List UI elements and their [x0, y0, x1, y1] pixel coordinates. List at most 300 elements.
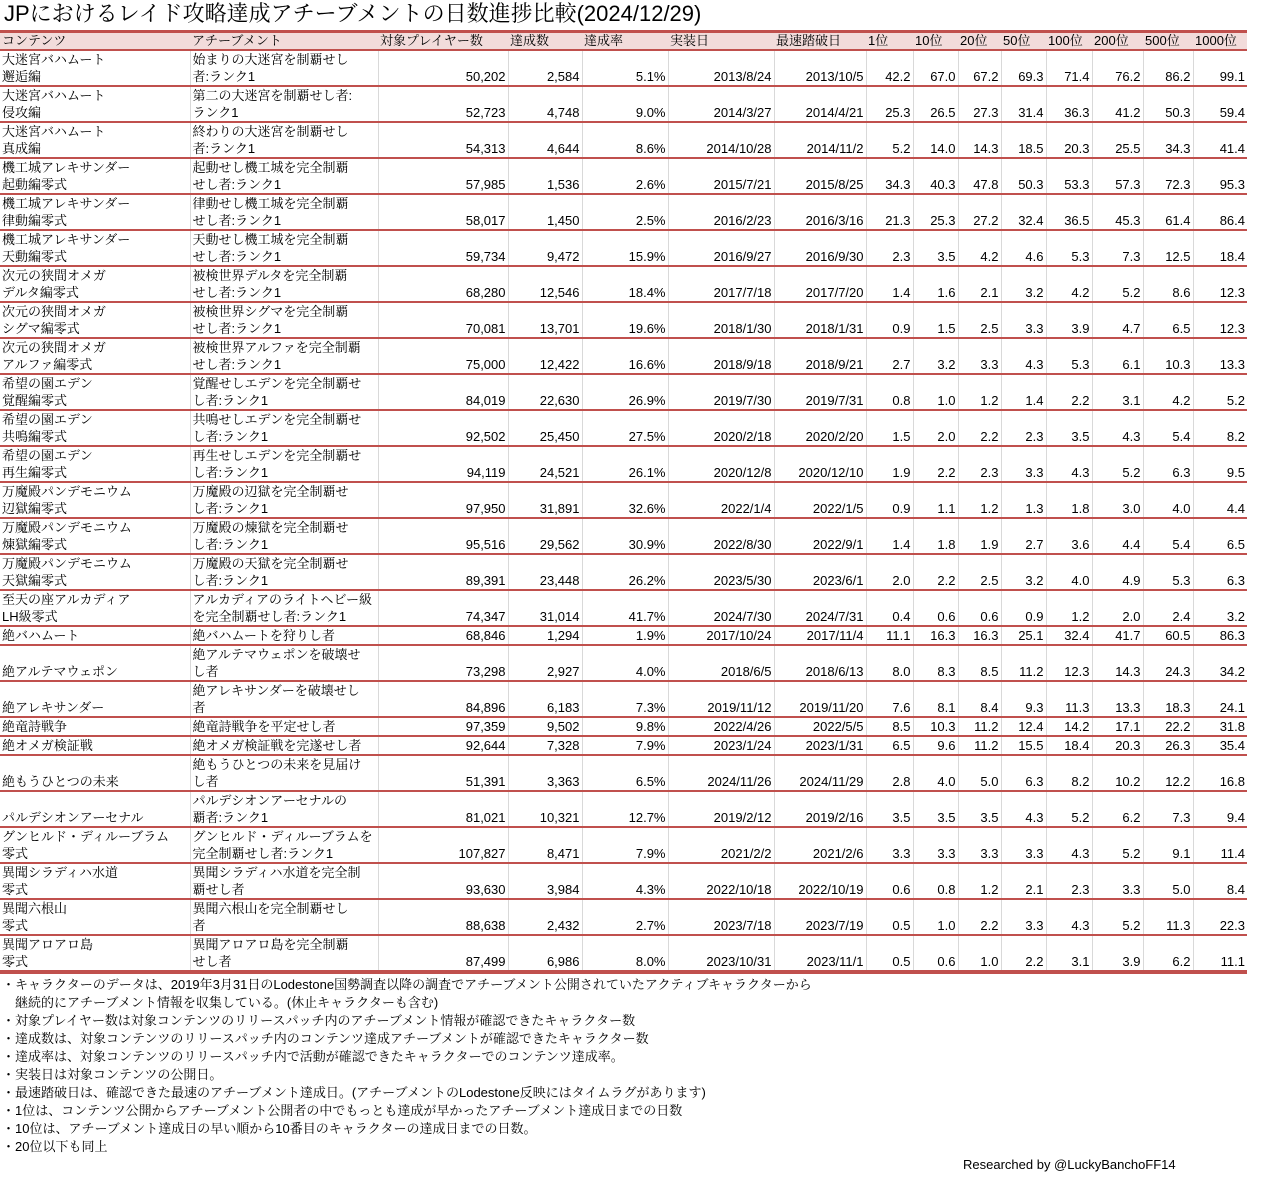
value-cell: 6.3 — [1193, 554, 1247, 590]
value-cell: 2.7 — [866, 338, 913, 374]
value-cell: 4.0 — [913, 755, 958, 791]
value-cell: 93,630 — [378, 863, 508, 899]
value-cell: 2017/7/20 — [774, 266, 866, 302]
value-cell: 17.1 — [1092, 717, 1143, 736]
column-header: アチーブメント — [190, 33, 378, 50]
value-cell: 29,562 — [508, 518, 582, 554]
value-cell: 4.2 — [958, 230, 1001, 266]
value-cell: 2018/9/18 — [668, 338, 774, 374]
value-cell: 3.0 — [1092, 482, 1143, 518]
table-row — [0, 518, 1247, 554]
value-cell: 95,516 — [378, 518, 508, 554]
table-row — [0, 626, 1247, 645]
value-cell: 0.6 — [913, 935, 958, 972]
footnote-line: ・10位は、アチーブメント達成日の早い順から10番目のキャラクターの達成日までの日数。 — [2, 1121, 537, 1136]
value-cell: 4.3 — [1001, 791, 1046, 827]
table-row — [0, 645, 1247, 681]
value-cell: 14.3 — [1092, 645, 1143, 681]
value-cell: 11.2 — [958, 717, 1001, 736]
value-cell: 6.5 — [1143, 302, 1193, 338]
value-cell: 2017/7/18 — [668, 266, 774, 302]
value-cell: 3.6 — [1046, 518, 1092, 554]
value-cell: 6,986 — [508, 935, 582, 972]
content-cell: 大迷宮バハムート 真成編 — [0, 122, 190, 158]
value-cell: 2022/8/30 — [668, 518, 774, 554]
footnote-line: ・最速踏破日は、確認できた最速のアチーブメント達成日。(アチーブメントのLodestone反映にはタイムラグがあります) — [2, 1085, 706, 1100]
achievement-cell: 再生せしエデンを完全制覇せ し者:ランク1 — [190, 446, 378, 482]
achievement-cell: 被検世界デルタを完全制覇 せし者:ランク1 — [190, 266, 378, 302]
value-cell: 0.9 — [866, 302, 913, 338]
value-cell: 1.1 — [913, 482, 958, 518]
value-cell: 2.0 — [866, 554, 913, 590]
value-cell: 27.5% — [582, 410, 668, 446]
value-cell: 68,846 — [378, 626, 508, 645]
value-cell: 2021/2/6 — [774, 827, 866, 863]
value-cell: 7.3 — [1143, 791, 1193, 827]
value-cell: 74,347 — [378, 590, 508, 626]
column-header: 500位 — [1143, 33, 1193, 50]
value-cell: 3.3 — [1001, 302, 1046, 338]
value-cell: 5.3 — [1046, 338, 1092, 374]
achievement-cell: 異聞アロアロ島を完全制覇 せし者 — [190, 935, 378, 972]
value-cell: 25.1 — [1001, 626, 1046, 645]
achievement-cell: アルカディアのライトヘビー級 を完全制覇せし者:ランク1 — [190, 590, 378, 626]
raid-progress-table — [0, 33, 1247, 974]
achievement-cell: 被検世界シグマを完全制覇 せし者:ランク1 — [190, 302, 378, 338]
value-cell: 22.2 — [1143, 717, 1193, 736]
value-cell: 18.3 — [1143, 681, 1193, 717]
column-header: 達成率 — [582, 33, 668, 50]
table-row — [0, 410, 1247, 446]
achievement-cell: 始まりの大迷宮を制覇せし 者:ランク1 — [190, 50, 378, 86]
footnote-line: 継続的にアチーブメント情報を収集している。(休止キャラクターも含む) — [2, 995, 439, 1010]
value-cell: 1.9 — [866, 446, 913, 482]
value-cell: 3.2 — [913, 338, 958, 374]
value-cell: 3.2 — [1001, 554, 1046, 590]
value-cell: 6.2 — [1143, 935, 1193, 972]
content-cell: 大迷宮バハムート 邂逅編 — [0, 50, 190, 86]
value-cell: 7.6 — [866, 681, 913, 717]
table-row — [0, 681, 1247, 717]
value-cell: 16.3 — [913, 626, 958, 645]
value-cell: 4.6 — [1001, 230, 1046, 266]
value-cell: 50,202 — [378, 50, 508, 86]
content-cell: 次元の狭間オメガ アルファ編零式 — [0, 338, 190, 374]
value-cell: 2016/9/27 — [668, 230, 774, 266]
value-cell: 4.3 — [1046, 827, 1092, 863]
achievement-cell: 絶アルテマウェポンを破壊せ し者 — [190, 645, 378, 681]
value-cell: 3.1 — [1046, 935, 1092, 972]
value-cell: 12.3 — [1046, 645, 1092, 681]
value-cell: 2.2 — [913, 554, 958, 590]
value-cell: 2014/4/21 — [774, 86, 866, 122]
content-cell: 異聞六根山 零式 — [0, 899, 190, 935]
value-cell: 5.4 — [1143, 410, 1193, 446]
value-cell: 41.7% — [582, 590, 668, 626]
value-cell: 34.3 — [1143, 122, 1193, 158]
value-cell: 2022/10/19 — [774, 863, 866, 899]
value-cell: 2014/11/2 — [774, 122, 866, 158]
value-cell: 31.4 — [1001, 86, 1046, 122]
value-cell: 11.1 — [1193, 935, 1247, 972]
column-header: 50位 — [1001, 33, 1046, 50]
value-cell: 6,183 — [508, 681, 582, 717]
credit-text: Researched by @LuckyBanchoFF14 — [963, 1157, 1176, 1172]
value-cell: 2022/9/1 — [774, 518, 866, 554]
value-cell: 4.2 — [1143, 374, 1193, 410]
table-row — [0, 374, 1247, 410]
value-cell: 50.3 — [1143, 86, 1193, 122]
value-cell: 0.8 — [913, 863, 958, 899]
footnote-line: ・達成数は、対象コンテンツのリリースパッチ内のコンテンツ達成アチーブメントが確認できたキャラクター数 — [2, 1031, 649, 1046]
achievement-cell: 万魔殿の辺獄を完全制覇せ し者:ランク1 — [190, 482, 378, 518]
value-cell: 11.4 — [1193, 827, 1247, 863]
value-cell: 13.3 — [1092, 681, 1143, 717]
content-cell: 万魔殿パンデモニウム 煉獄編零式 — [0, 518, 190, 554]
table-row — [0, 863, 1247, 899]
value-cell: 5.4 — [1143, 518, 1193, 554]
value-cell: 1,294 — [508, 626, 582, 645]
value-cell: 2024/11/29 — [774, 755, 866, 791]
value-cell: 6.3 — [1001, 755, 1046, 791]
value-cell: 9,502 — [508, 717, 582, 736]
value-cell: 94,119 — [378, 446, 508, 482]
value-cell: 6.1 — [1092, 338, 1143, 374]
achievement-cell: 絶もうひとつの未来を見届け し者 — [190, 755, 378, 791]
value-cell: 5.2 — [1092, 266, 1143, 302]
achievement-cell: 絶オメガ検証戦を完遂せし者 — [190, 736, 378, 755]
value-cell: 4.7 — [1092, 302, 1143, 338]
value-cell: 26.1% — [582, 446, 668, 482]
table-row — [0, 554, 1247, 590]
value-cell: 4.3 — [1046, 899, 1092, 935]
value-cell: 24,521 — [508, 446, 582, 482]
value-cell: 86.3 — [1193, 626, 1247, 645]
value-cell: 2018/9/21 — [774, 338, 866, 374]
value-cell: 2019/11/12 — [668, 681, 774, 717]
value-cell: 5.2 — [1092, 827, 1143, 863]
value-cell: 4.3 — [1092, 410, 1143, 446]
content-cell: 絶もうひとつの未来 — [0, 755, 190, 791]
value-cell: 3,363 — [508, 755, 582, 791]
value-cell: 22,630 — [508, 374, 582, 410]
value-cell: 69.3 — [1001, 50, 1046, 86]
value-cell: 2018/1/31 — [774, 302, 866, 338]
value-cell: 3.3 — [958, 338, 1001, 374]
value-cell: 15.9% — [582, 230, 668, 266]
table-row — [0, 230, 1247, 266]
value-cell: 1.6 — [913, 266, 958, 302]
value-cell: 2.3 — [958, 446, 1001, 482]
value-cell: 12.2 — [1143, 755, 1193, 791]
value-cell: 6.5 — [866, 736, 913, 755]
table-row — [0, 590, 1247, 626]
value-cell: 8.4 — [1193, 863, 1247, 899]
content-cell: 万魔殿パンデモニウム 天獄編零式 — [0, 554, 190, 590]
value-cell: 3.5 — [1046, 410, 1092, 446]
value-cell: 24.3 — [1143, 645, 1193, 681]
value-cell: 18.4 — [1046, 736, 1092, 755]
achievement-cell: 異聞シラディハ水道を完全制 覇せし者 — [190, 863, 378, 899]
value-cell: 2024/7/31 — [774, 590, 866, 626]
value-cell: 25.5 — [1092, 122, 1143, 158]
value-cell: 57,985 — [378, 158, 508, 194]
value-cell: 4.0 — [1046, 554, 1092, 590]
value-cell: 30.9% — [582, 518, 668, 554]
value-cell: 2022/5/5 — [774, 717, 866, 736]
value-cell: 13,701 — [508, 302, 582, 338]
value-cell: 18.5 — [1001, 122, 1046, 158]
value-cell: 3.9 — [1092, 935, 1143, 972]
value-cell: 27.2 — [958, 194, 1001, 230]
value-cell: 8,471 — [508, 827, 582, 863]
value-cell: 8.1 — [913, 681, 958, 717]
value-cell: 2020/12/10 — [774, 446, 866, 482]
page-title: JPにおけるレイド攻略達成アチーブメントの日数進捗比較(2024/12/29) — [4, 1, 702, 26]
value-cell: 9.8% — [582, 717, 668, 736]
value-cell: 2023/6/1 — [774, 554, 866, 590]
value-cell: 7.3% — [582, 681, 668, 717]
column-header: 200位 — [1092, 33, 1143, 50]
value-cell: 87,499 — [378, 935, 508, 972]
value-cell: 2020/12/8 — [668, 446, 774, 482]
value-cell: 2023/10/31 — [668, 935, 774, 972]
value-cell: 5.0 — [1143, 863, 1193, 899]
value-cell: 35.4 — [1193, 736, 1247, 755]
value-cell: 2019/7/30 — [668, 374, 774, 410]
content-cell: 絶バハムート — [0, 626, 190, 645]
value-cell: 2.2 — [958, 899, 1001, 935]
value-cell: 99.1 — [1193, 50, 1247, 86]
table-row — [0, 338, 1247, 374]
table-row — [0, 717, 1247, 736]
value-cell: 84,019 — [378, 374, 508, 410]
value-cell: 2.2 — [958, 410, 1001, 446]
value-cell: 9.1 — [1143, 827, 1193, 863]
value-cell: 1.8 — [913, 518, 958, 554]
value-cell: 2023/1/31 — [774, 736, 866, 755]
value-cell: 75,000 — [378, 338, 508, 374]
value-cell: 5.3 — [1046, 230, 1092, 266]
value-cell: 6.5 — [1193, 518, 1247, 554]
value-cell: 4.3 — [1046, 446, 1092, 482]
content-cell: 万魔殿パンデモニウム 辺獄編零式 — [0, 482, 190, 518]
footnote-line: ・1位は、コンテンツ公開からアチーブメント公開者の中でもっとも達成が早かったアチーブメント達成日までの日数 — [2, 1103, 683, 1118]
value-cell: 11.3 — [1143, 899, 1193, 935]
value-cell: 57.3 — [1092, 158, 1143, 194]
value-cell: 2024/11/26 — [668, 755, 774, 791]
value-cell: 2.1 — [1001, 863, 1046, 899]
column-header: 対象プレイヤー数 — [378, 33, 508, 50]
column-header: 20位 — [958, 33, 1001, 50]
table-row — [0, 158, 1247, 194]
value-cell: 24.1 — [1193, 681, 1247, 717]
value-cell: 53.3 — [1046, 158, 1092, 194]
value-cell: 8.0% — [582, 935, 668, 972]
value-cell: 2018/6/13 — [774, 645, 866, 681]
value-cell: 88,638 — [378, 899, 508, 935]
table-header-row — [0, 33, 1247, 50]
value-cell: 19.6% — [582, 302, 668, 338]
value-cell: 14.0 — [913, 122, 958, 158]
value-cell: 31,014 — [508, 590, 582, 626]
achievement-cell: 律動せし機工城を完全制覇 せし者:ランク1 — [190, 194, 378, 230]
value-cell: 4.3 — [1001, 338, 1046, 374]
value-cell: 2022/1/4 — [668, 482, 774, 518]
value-cell: 3.3 — [958, 827, 1001, 863]
value-cell: 81,021 — [378, 791, 508, 827]
value-cell: 41.2 — [1092, 86, 1143, 122]
value-cell: 6.5% — [582, 755, 668, 791]
table-row — [0, 935, 1247, 972]
value-cell: 2.3 — [1046, 863, 1092, 899]
value-cell: 2024/7/30 — [668, 590, 774, 626]
table-row — [0, 122, 1247, 158]
value-cell: 8.2 — [1193, 410, 1247, 446]
value-cell: 3.3 — [1001, 827, 1046, 863]
value-cell: 8.5 — [958, 645, 1001, 681]
value-cell: 51,391 — [378, 755, 508, 791]
value-cell: 9.0% — [582, 86, 668, 122]
value-cell: 1.5 — [866, 410, 913, 446]
value-cell: 41.7 — [1092, 626, 1143, 645]
content-cell: 異聞シラディハ水道 零式 — [0, 863, 190, 899]
value-cell: 5.2 — [1092, 446, 1143, 482]
value-cell: 2,584 — [508, 50, 582, 86]
column-header: 100位 — [1046, 33, 1092, 50]
value-cell: 2018/6/5 — [668, 645, 774, 681]
value-cell: 34.2 — [1193, 645, 1247, 681]
value-cell: 2.2 — [1001, 935, 1046, 972]
value-cell: 2.0 — [1092, 590, 1143, 626]
value-cell: 58,017 — [378, 194, 508, 230]
table-row — [0, 827, 1247, 863]
content-cell: 希望の園エデン 覚醒編零式 — [0, 374, 190, 410]
column-header: 最速踏破日 — [774, 33, 866, 50]
value-cell: 2014/3/27 — [668, 86, 774, 122]
achievement-cell: 被検世界アルファを完全制覇 せし者:ランク1 — [190, 338, 378, 374]
achievement-cell: 第二の大迷宮を制覇せし者: ランク1 — [190, 86, 378, 122]
value-cell: 16.6% — [582, 338, 668, 374]
content-cell: 異聞アロアロ島 零式 — [0, 935, 190, 972]
value-cell: 4.2 — [1046, 266, 1092, 302]
value-cell: 27.3 — [958, 86, 1001, 122]
achievement-cell: 万魔殿の煉獄を完全制覇せ し者:ランク1 — [190, 518, 378, 554]
value-cell: 1.4 — [1001, 374, 1046, 410]
value-cell: 13.3 — [1193, 338, 1247, 374]
value-cell: 2016/9/30 — [774, 230, 866, 266]
table-row — [0, 791, 1247, 827]
value-cell: 18.4 — [1193, 230, 1247, 266]
value-cell: 1.8 — [1046, 482, 1092, 518]
value-cell: 9.5 — [1193, 446, 1247, 482]
value-cell: 16.3 — [958, 626, 1001, 645]
content-cell: 機工城アレキサンダー 起動編零式 — [0, 158, 190, 194]
value-cell: 8.3 — [913, 645, 958, 681]
value-cell: 3.9 — [1046, 302, 1092, 338]
value-cell: 2019/2/12 — [668, 791, 774, 827]
value-cell: 0.4 — [866, 590, 913, 626]
content-cell: 次元の狭間オメガ シグマ編零式 — [0, 302, 190, 338]
value-cell: 2017/10/24 — [668, 626, 774, 645]
value-cell: 32.4 — [1001, 194, 1046, 230]
value-cell: 2.0 — [913, 410, 958, 446]
value-cell: 54,313 — [378, 122, 508, 158]
value-cell: 18.4% — [582, 266, 668, 302]
value-cell: 2018/1/30 — [668, 302, 774, 338]
value-cell: 23,448 — [508, 554, 582, 590]
value-cell: 2.1 — [958, 266, 1001, 302]
value-cell: 20.3 — [1046, 122, 1092, 158]
footnote-line: ・達成率は、対象コンテンツのリリースパッチ内で活動が確認できたキャラクターでのコンテンツ達成率。 — [2, 1049, 624, 1064]
table-row — [0, 86, 1247, 122]
achievement-cell: 絶アレキサンダーを破壊せし 者 — [190, 681, 378, 717]
value-cell: 10.3 — [1143, 338, 1193, 374]
value-cell: 3.2 — [1193, 590, 1247, 626]
value-cell: 86.2 — [1143, 50, 1193, 86]
value-cell: 67.0 — [913, 50, 958, 86]
footnotes — [0, 976, 1262, 1156]
value-cell: 3.1 — [1092, 374, 1143, 410]
value-cell: 32.6% — [582, 482, 668, 518]
value-cell: 14.2 — [1046, 717, 1092, 736]
value-cell: 0.8 — [866, 374, 913, 410]
value-cell: 42.2 — [866, 50, 913, 86]
value-cell: 68,280 — [378, 266, 508, 302]
footnote-line: ・対象プレイヤー数は対象コンテンツのリリースパッチ内のアチーブメント情報が確認できたキャラクター数 — [2, 1013, 636, 1028]
value-cell: 0.5 — [866, 935, 913, 972]
table-row — [0, 302, 1247, 338]
column-header: 1位 — [866, 33, 913, 50]
value-cell: 1.4 — [866, 266, 913, 302]
value-cell: 5.0 — [958, 755, 1001, 791]
value-cell: 6.2 — [1092, 791, 1143, 827]
value-cell: 2019/7/31 — [774, 374, 866, 410]
value-cell: 2022/1/5 — [774, 482, 866, 518]
value-cell: 31,891 — [508, 482, 582, 518]
value-cell: 12.3 — [1193, 266, 1247, 302]
content-cell: 至天の座アルカディア LH級零式 — [0, 590, 190, 626]
value-cell: 4.4 — [1193, 482, 1247, 518]
value-cell: 70,081 — [378, 302, 508, 338]
value-cell: 9.4 — [1193, 791, 1247, 827]
value-cell: 36.5 — [1046, 194, 1092, 230]
value-cell: 26.9% — [582, 374, 668, 410]
value-cell: 10.3 — [913, 717, 958, 736]
value-cell: 95.3 — [1193, 158, 1247, 194]
value-cell: 3.2 — [1001, 266, 1046, 302]
value-cell: 4.0% — [582, 645, 668, 681]
value-cell: 1.2 — [958, 482, 1001, 518]
value-cell: 0.6 — [913, 590, 958, 626]
value-cell: 2013/8/24 — [668, 50, 774, 86]
value-cell: 2,432 — [508, 899, 582, 935]
achievement-cell: 絶竜詩戦争を平定せし者 — [190, 717, 378, 736]
value-cell: 107,827 — [378, 827, 508, 863]
value-cell: 12.7% — [582, 791, 668, 827]
value-cell: 2.3 — [1001, 410, 1046, 446]
value-cell: 92,502 — [378, 410, 508, 446]
value-cell: 32.4 — [1046, 626, 1092, 645]
value-cell: 2020/2/18 — [668, 410, 774, 446]
value-cell: 2014/10/28 — [668, 122, 774, 158]
achievement-cell: グンヒルド・ディルーブラムを 完全制覇せし者:ランク1 — [190, 827, 378, 863]
value-cell: 11.2 — [958, 736, 1001, 755]
footnote-line: ・キャラクターのデータは、2019年3月31日のLodestone国勢調査以降の調査でアチーブメント公開されていたアクティブキャラクターから — [2, 977, 812, 992]
value-cell: 2022/10/18 — [668, 863, 774, 899]
value-cell: 76.2 — [1092, 50, 1143, 86]
value-cell: 3.5 — [913, 230, 958, 266]
